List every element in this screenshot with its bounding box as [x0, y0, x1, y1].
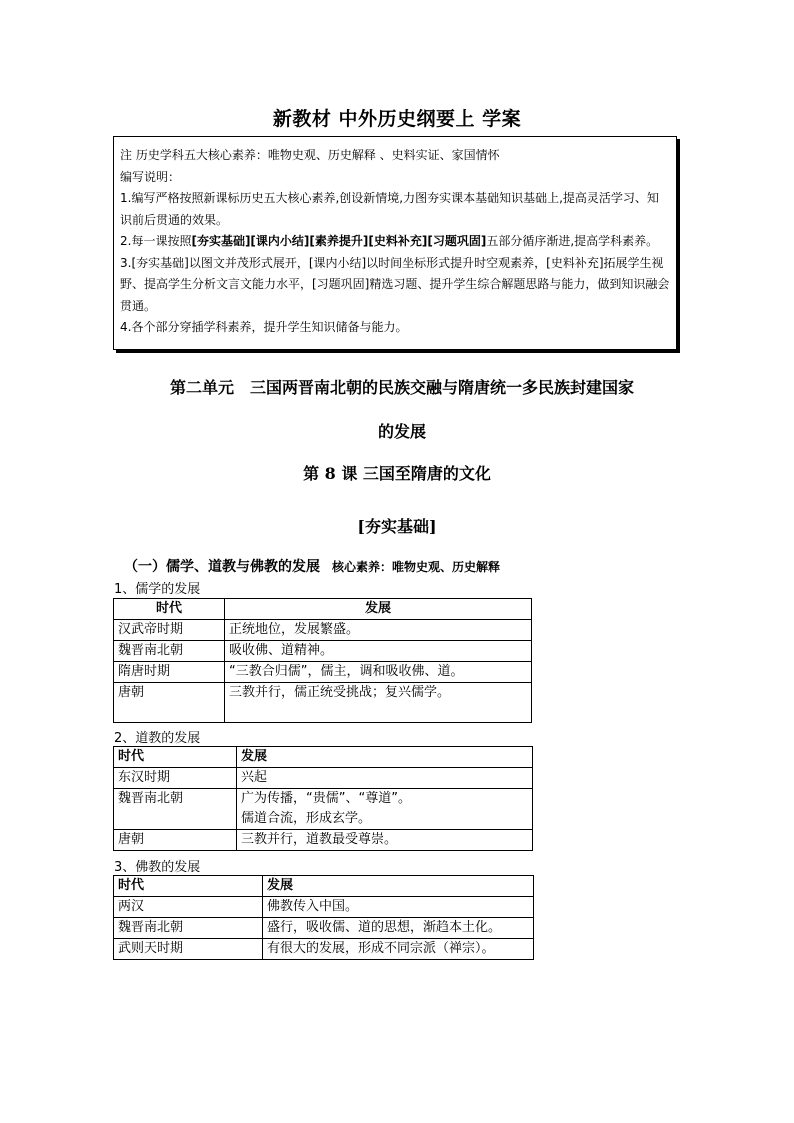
table-row: [114, 662, 532, 683]
cell-development: 盛行，吸收儒、道的思想，渐趋本土化。: [263, 918, 534, 939]
cell-era: 唐朝: [114, 683, 225, 723]
cell-development: 正统地位，发展繁盛。: [225, 620, 532, 641]
table-1-label: 1、儒学的发展: [114, 582, 201, 597]
table-3-label: 3、佛教的发展: [114, 860, 201, 875]
header-development: 发展: [263, 876, 534, 897]
note-item-2-suffix: 五部分循序渐进,提高学科素养。: [486, 234, 659, 248]
cell-era: 隋唐时期: [114, 662, 225, 683]
table-header-row: [114, 747, 533, 768]
cell-development: 佛教传入中国。: [263, 897, 534, 918]
cell-development: 三教并行，道教最受尊崇。: [237, 830, 533, 851]
note-item-2: [120, 231, 670, 253]
table-row: [114, 897, 534, 918]
cell-era: 魏晋南北朝: [114, 641, 225, 662]
table-row: [114, 641, 532, 662]
unit-title-line-1: 第二单元 三国两晋南北朝的民族交融与隋唐统一多民族封建国家: [169, 378, 634, 397]
cell-development-line: 广为传播，“贵儒”、“尊道”。: [241, 791, 411, 806]
cell-development-line: 儒道合流，形成玄学。: [241, 811, 372, 826]
cell-development: 吸收佛、道精神。: [225, 641, 532, 662]
cell-era: 东汉时期: [114, 768, 237, 789]
cell-development: “三教合归儒”，儒主，调和吸收佛、道。: [225, 662, 532, 683]
header-era: 时代: [114, 599, 225, 620]
note-item-4: 4.各个部分穿插学科素养，提升学生知识储备与能力。: [120, 320, 408, 334]
cell-development: 兴起: [237, 768, 533, 789]
buddhism-table: [113, 875, 534, 960]
lesson-title: 第 8 课 三国至隋唐的文化: [303, 464, 491, 483]
table-row: [114, 939, 534, 960]
unit-title: [112, 366, 692, 454]
cell-era: 魏晋南北朝: [114, 789, 237, 830]
cell-era: 武则天时期: [114, 939, 263, 960]
editing-notes-box: [113, 136, 677, 350]
note-core-literacy: 注 历史学科五大核心素养：唯物史观、历史解释 、史料实证、家国情怀: [120, 148, 500, 162]
note-item-3: 3.[夯实基础]以图文并茂形式展开，[课内小结]以时间坐标形式提升时空观素养，[史料补充]拓展学生视野、提高学生分析文言文能力水平，[习题巩固]精选习题、提升学生综合解题思路与能力，做到知识融会贯通。: [120, 255, 670, 313]
cell-era: 唐朝: [114, 830, 237, 851]
table-header-row: [114, 876, 534, 897]
table-row: [114, 789, 533, 830]
header-development: 发展: [225, 599, 532, 620]
cell-development: 有很大的发展，形成不同宗派（禅宗）。: [263, 939, 534, 960]
cell-era: 两汉: [114, 897, 263, 918]
note-item-2-prefix: 2.每一课按照: [120, 234, 192, 248]
table-header-row: [114, 599, 532, 620]
unit-title-line-2: 的发展: [377, 422, 426, 441]
table-row: [114, 683, 532, 723]
table-row: [114, 620, 532, 641]
table-row: [114, 830, 533, 851]
header-development: 发展: [237, 747, 533, 768]
subsection-title: （一）儒学、道教与佛教的发展: [124, 559, 320, 575]
header-era: 时代: [114, 876, 263, 897]
section-title: [夯实基础]: [357, 517, 437, 536]
table-2-label: 2、道教的发展: [114, 731, 201, 746]
table-row: [114, 768, 533, 789]
taoism-table: [113, 746, 533, 851]
note-item-1: 1.编写严格按照新课标历史五大核心素养,创设新情境,力图夯实课本基础知识基础上,提高灵活学习、知识前后贯通的效果。: [120, 191, 659, 227]
cell-era: 汉武帝时期: [114, 620, 225, 641]
note-heading: 编写说明：: [120, 169, 181, 184]
cell-development: [237, 789, 533, 830]
confucianism-table: [113, 598, 532, 723]
cell-development: 三教并行，儒正统受挑战；复兴儒学。: [225, 683, 532, 723]
header-era: 时代: [114, 747, 237, 768]
table-row: [114, 918, 534, 939]
document-title: 新教材 中外历史纲要上 学案: [272, 108, 522, 130]
subsection-heading: [124, 556, 500, 576]
note-item-2-sections: [夯实基础][课内小结][素养提升][史料补充][习题巩固]: [191, 234, 487, 248]
cell-era: 魏晋南北朝: [114, 918, 263, 939]
core-literacy-label: 核心素养：唯物史观、历史解释: [332, 560, 501, 574]
